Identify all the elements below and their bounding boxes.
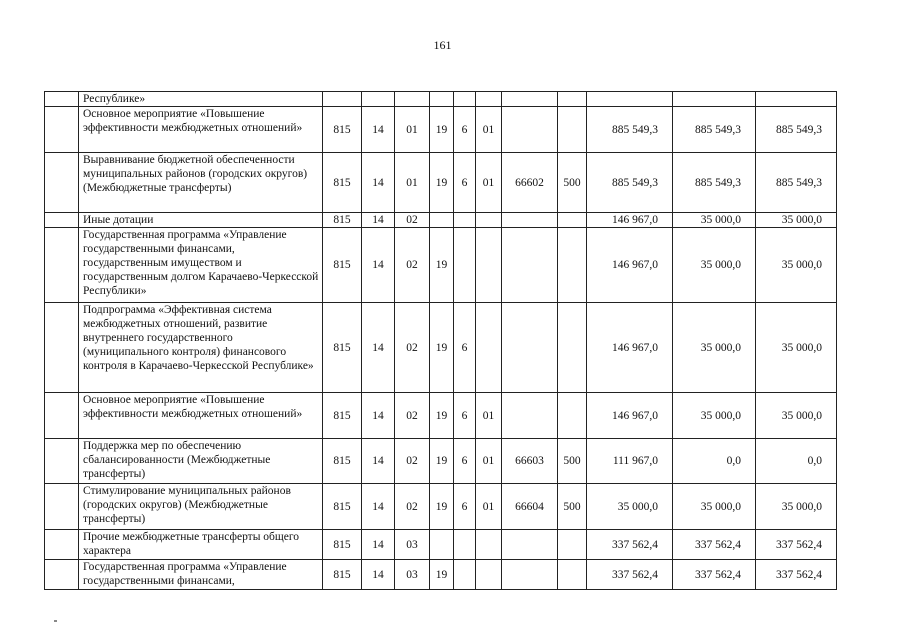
cell-direction [502,107,558,153]
cell-grbs: 815 [323,107,362,153]
cell-amount-1: 337 562,4 [587,530,673,560]
table-body [45,92,837,590]
cell-program: 19 [430,303,454,393]
blank-cell [45,303,79,393]
cell-amount-2: 337 562,4 [673,530,756,560]
cell-subsection: 01 [395,153,430,213]
cell-subsection: 03 [395,560,430,590]
row-name: Основное мероприятие «Повышение эффективности межбюджетных отношений» [79,107,323,153]
cell-amount-2: 0,0 [673,439,756,484]
cell-program: 19 [430,439,454,484]
cell-subprogram [454,213,476,228]
cell-activity: 01 [476,107,502,153]
table-row [45,213,837,228]
cell-amount-3: 885 549,3 [756,153,837,213]
cell-subprogram: 6 [454,439,476,484]
cell-grbs: 815 [323,484,362,530]
cell-amount-2: 35 000,0 [673,303,756,393]
cell-amount-3: 35 000,0 [756,393,837,439]
blank-cell [45,484,79,530]
cell-amount-3: 0,0 [756,439,837,484]
row-name: Стимулирование муниципальных районов (городских округов) (Межбюджетные трансферты) [79,484,323,530]
blank-cell [45,530,79,560]
cell-subsection [395,92,430,107]
cell-section: 14 [362,560,395,590]
cell-subprogram [454,560,476,590]
page-number: 161 [433,38,452,52]
cell-section: 14 [362,439,395,484]
blank-cell [45,107,79,153]
cell-grbs [323,92,362,107]
cell-amount-2: 885 549,3 [673,107,756,153]
budget-table [44,91,837,590]
row-name: Подпрограмма «Эффективная система межбюджетных отношений, развитие внутреннего государственного (муниципального контроля) финансового контроля в Карачаево-Черкесской Республике» [79,303,323,393]
cell-activity [476,303,502,393]
cell-expense-type: 500 [558,153,587,213]
row-name: Выравнивание бюджетной обеспеченности муниципальных районов (городских округов) (Межбюджетные трансферты) [79,153,323,213]
cell-amount-2: 35 000,0 [673,393,756,439]
cell-subsection: 03 [395,530,430,560]
cell-amount-2: 35 000,0 [673,213,756,228]
cell-program [430,213,454,228]
cell-grbs: 815 [323,439,362,484]
cell-subsection: 02 [395,303,430,393]
cell-expense-type [558,560,587,590]
row-name: Прочие межбюджетные трансферты общего характера [79,530,323,560]
cell-activity [476,213,502,228]
blank-cell [45,213,79,228]
cell-program [430,92,454,107]
cell-amount-1: 885 549,3 [587,107,673,153]
cell-expense-type [558,107,587,153]
cell-section: 14 [362,484,395,530]
cell-subprogram [454,92,476,107]
cell-section: 14 [362,228,395,303]
row-name: Основное мероприятие «Повышение эффективности межбюджетных отношений» [79,393,323,439]
cell-amount-1 [587,92,673,107]
cell-subsection: 02 [395,393,430,439]
cell-grbs: 815 [323,560,362,590]
cell-subsection: 02 [395,439,430,484]
cell-program: 19 [430,107,454,153]
cell-activity: 01 [476,153,502,213]
cell-program [430,530,454,560]
blank-cell [45,228,79,303]
table-row [45,560,837,590]
cell-amount-3: 337 562,4 [756,530,837,560]
cell-subprogram: 6 [454,393,476,439]
cell-subsection: 02 [395,213,430,228]
cell-grbs: 815 [323,153,362,213]
cell-expense-type [558,303,587,393]
cell-amount-1: 885 549,3 [587,153,673,213]
table-row [45,92,837,107]
blank-cell [45,560,79,590]
cell-activity: 01 [476,484,502,530]
cell-direction [502,228,558,303]
cell-subprogram: 6 [454,484,476,530]
table-row [45,107,837,153]
cell-section: 14 [362,153,395,213]
cell-grbs: 815 [323,228,362,303]
cell-subsection: 02 [395,484,430,530]
blank-cell [45,92,79,107]
blank-cell [45,439,79,484]
cell-section: 14 [362,530,395,560]
cell-amount-2: 337 562,4 [673,560,756,590]
cell-amount-1: 337 562,4 [587,560,673,590]
cell-amount-3: 35 000,0 [756,303,837,393]
cell-expense-type: 500 [558,439,587,484]
table-row [45,393,837,439]
cell-expense-type: 500 [558,484,587,530]
cell-grbs: 815 [323,213,362,228]
cell-section: 14 [362,393,395,439]
cell-direction [502,303,558,393]
cell-subprogram [454,228,476,303]
blank-cell [45,393,79,439]
cell-amount-3 [756,92,837,107]
cell-section: 14 [362,303,395,393]
cell-expense-type [558,393,587,439]
table-row [45,153,837,213]
cell-grbs: 815 [323,393,362,439]
cell-expense-type [558,530,587,560]
table-row [45,303,837,393]
cell-direction [502,213,558,228]
cell-subsection: 01 [395,107,430,153]
cell-amount-3: 337 562,4 [756,560,837,590]
cell-program: 19 [430,228,454,303]
cell-subsection: 02 [395,228,430,303]
cell-amount-2: 885 549,3 [673,153,756,213]
cell-amount-1: 146 967,0 [587,393,673,439]
cell-activity [476,530,502,560]
cell-subprogram: 6 [454,153,476,213]
cell-amount-1: 146 967,0 [587,228,673,303]
cell-direction [502,393,558,439]
cell-subprogram [454,530,476,560]
cell-amount-3: 35 000,0 [756,484,837,530]
cell-program: 19 [430,484,454,530]
table-row [45,228,837,303]
row-name: Иные дотации [79,213,323,228]
cell-grbs: 815 [323,303,362,393]
cell-program: 19 [430,153,454,213]
cell-amount-3: 885 549,3 [756,107,837,153]
cell-activity: 01 [476,439,502,484]
cell-section [362,92,395,107]
row-name: Поддержка мер по обеспечению сбалансированности (Межбюджетные трансферты) [79,439,323,484]
cell-direction: 66604 [502,484,558,530]
row-name: Республике» [79,92,323,107]
row-name: Государственная программа «Управление государственными финансами, государственным имуществом и государственным долгом Карачаево-Черкесской Республики» [79,228,323,303]
blank-cell [45,153,79,213]
cell-expense-type [558,92,587,107]
cell-amount-1: 111 967,0 [587,439,673,484]
cell-program: 19 [430,560,454,590]
cell-section: 14 [362,213,395,228]
cell-amount-3: 35 000,0 [756,213,837,228]
cell-subprogram: 6 [454,303,476,393]
cell-activity [476,560,502,590]
cell-direction: 66602 [502,153,558,213]
cell-direction [502,530,558,560]
cell-section: 14 [362,107,395,153]
cell-amount-1: 146 967,0 [587,303,673,393]
cell-amount-2: 35 000,0 [673,228,756,303]
cell-direction [502,560,558,590]
cell-direction: 66603 [502,439,558,484]
row-name: Государственная программа «Управление государственными финансами, [79,560,323,590]
cell-amount-1: 146 967,0 [587,213,673,228]
table-row [45,484,837,530]
cell-amount-2: 35 000,0 [673,484,756,530]
cell-activity [476,92,502,107]
table-row [45,439,837,484]
cell-expense-type [558,228,587,303]
cell-subprogram: 6 [454,107,476,153]
cell-amount-3: 35 000,0 [756,228,837,303]
table-row [45,530,837,560]
cell-amount-2 [673,92,756,107]
cell-program: 19 [430,393,454,439]
cell-grbs: 815 [323,530,362,560]
cell-direction [502,92,558,107]
cell-amount-1: 35 000,0 [587,484,673,530]
cell-activity [476,228,502,303]
cell-expense-type [558,213,587,228]
cell-activity: 01 [476,393,502,439]
scan-mark [54,620,57,622]
